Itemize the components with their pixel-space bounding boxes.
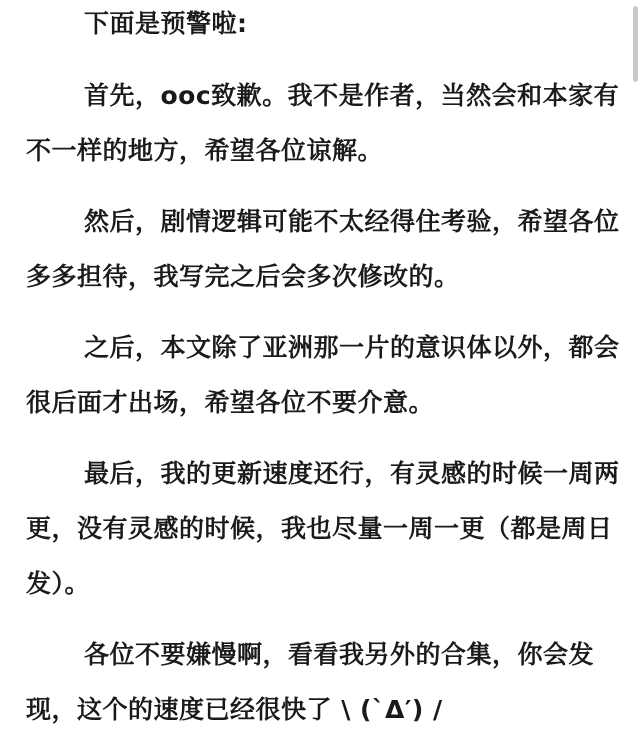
paragraph-plot-logic: 然后，剧情逻辑可能不太经得住考验，希望各位多多担待，我写完之后会多次修改的。 [26, 207, 620, 291]
warning-heading: 下面是预警啦: [84, 9, 248, 38]
paragraph-ooc-apology: 首先，ooc致歉。我不是作者，当然会和本家有不一样的地方，希望各位谅解。 [26, 81, 620, 165]
paragraph-closing-note: 各位不要嫌慢啊，看看我另外的合集，你会发现，这个的速度已经很快了 \ (`Δ′) / [26, 640, 595, 724]
paragraph-character-appearance: 之后，本文除了亚洲那一片的意识体以外，都会很后面才出场，希望各位不要介意。 [26, 333, 620, 417]
article-body [26, 0, 620, 737]
paragraph-update-speed: 最后，我的更新速度还行，有灵感的时候一周两更，没有灵感的时候，我也尽量一周一更（都是周日发）。 [26, 459, 620, 598]
vertical-scrollbar[interactable] [633, 6, 638, 82]
